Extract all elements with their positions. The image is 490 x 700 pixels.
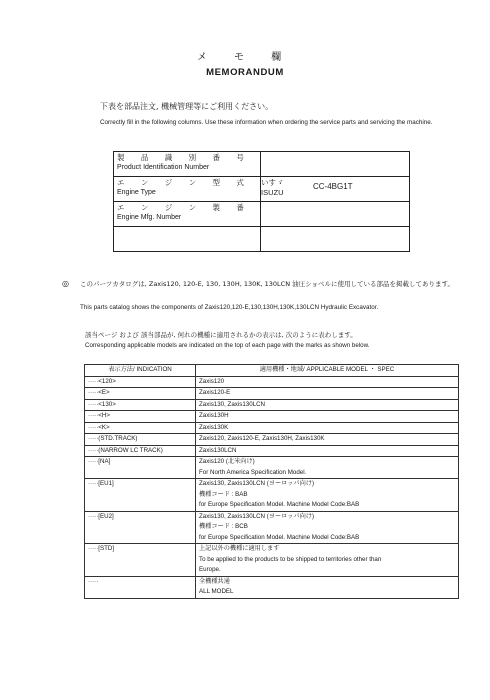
page-title: MEMORANDUM	[206, 67, 284, 78]
indication-table	[84, 364, 459, 599]
indication-header: 表示方法/ INDICATION	[85, 365, 196, 377]
applicable-model	[196, 576, 459, 598]
engine-type-label-en: Engine Type	[117, 189, 156, 196]
applicable-model: Zaxis130K	[196, 422, 459, 434]
indication-mark: ·····<130>	[85, 399, 196, 411]
indication-mark: ·····[EU1]	[85, 479, 196, 512]
table-row	[85, 576, 459, 598]
indication-mark: ·····[EU2]	[85, 511, 196, 544]
engine-type-label-jp: エ ン ジ ン 型 式	[117, 178, 251, 187]
product-id-row	[114, 152, 410, 177]
applicable-model: Zaxis130LCN	[196, 445, 459, 457]
engine-model: CC-4BG1T	[313, 182, 353, 191]
table-row	[85, 411, 459, 423]
applicable-model-header: 適用機種・地域/ APPLICABLE MODEL ・ SPEC	[196, 365, 459, 377]
model-line: 全機種共通	[199, 577, 230, 585]
indication-mark: ·····(NARROW LC TRACK)	[85, 445, 196, 457]
table-row	[85, 511, 459, 544]
engine-mfg-label	[114, 202, 261, 227]
catalog-text-jp: このパーツカタログは, Zaxis120, 120-E, 130, 130H, 130K, 130LCN 油圧ショベルに使用している部品を掲載してあります。	[80, 280, 454, 288]
indication-mark: ·····	[85, 576, 196, 598]
indication-mark: ·····<H>	[85, 411, 196, 423]
applicable-model: Zaxis120	[196, 376, 459, 388]
engine-type-label	[114, 177, 261, 202]
applicable-model: Zaxis120, Zaxis120-E, Zaxis130H, Zaxis130K	[196, 434, 459, 446]
table-row	[85, 376, 459, 388]
table-row	[85, 434, 459, 446]
indication-mark: ·····[STD]	[85, 544, 196, 577]
indication-mark: ·····<E>	[85, 388, 196, 400]
product-id-label	[114, 152, 261, 177]
indication-mark: ·····[NA]	[85, 457, 196, 479]
product-id-label-en: Product Identification Number	[117, 164, 210, 171]
corresponding-text-jp: 該当ページ および 該当部品が, 何れの機種に適用されるかの表示は, 次のように表わします。	[85, 331, 357, 339]
corresponding-text-en: Corresponding applicable models are indicated on the top of each page with the marks as shown below.	[85, 342, 370, 349]
model-line: To be applied to the products to be shipped to territories other than	[199, 555, 382, 563]
model-line: Zaxis130, Zaxis130LCN (ヨーロッパ向け)	[199, 512, 315, 520]
engine-mfg-label-jp: エ ン ジ ン 製 番	[117, 203, 251, 212]
applicable-model: Zaxis130, Zaxis130LCN	[196, 399, 459, 411]
table-row	[85, 388, 459, 400]
model-line: For North America Specification Model.	[199, 468, 307, 476]
indication-mark: ·····<120>	[85, 376, 196, 388]
engine-mfg-row	[114, 202, 410, 227]
model-line: 上記以外の機種に適用します	[199, 545, 280, 552]
model-line: 機種コード : BCB	[199, 523, 248, 530]
engine-maker-en: ISUZU	[261, 188, 284, 197]
model-line: for Europe Specification Model. Machine Model Code:BAB	[199, 501, 360, 508]
model-line: for Europe Specification Model. Machine Model Code:BAB	[199, 533, 360, 541]
applicable-model	[196, 457, 459, 479]
indication-header-row	[85, 365, 459, 377]
applicable-model: Zaxis130H	[196, 411, 459, 423]
model-line: Zaxis130, Zaxis130LCN (ヨーロッパ向け)	[199, 480, 315, 487]
applicable-model	[196, 511, 459, 544]
model-line: ALL MODEL	[199, 588, 234, 595]
model-line: 機種コード : BAB	[199, 490, 248, 498]
product-id-label-jp: 製 品 識 別 番 号	[117, 153, 251, 162]
blank-value-cell[interactable]	[261, 227, 410, 252]
table-row	[85, 479, 459, 512]
engine-mfg-value[interactable]	[261, 202, 410, 227]
engine-type-row	[114, 177, 410, 202]
engine-maker-jp: いすゞ	[261, 178, 284, 187]
blank-label-cell	[114, 227, 261, 252]
indication-mark: ·····<K>	[85, 422, 196, 434]
applicable-model	[196, 479, 459, 512]
engine-type-value[interactable]	[261, 177, 410, 202]
applicable-model	[196, 544, 459, 577]
table-row	[85, 399, 459, 411]
engine-mfg-label-en: Engine Mfg. Number	[117, 214, 182, 221]
table-row	[85, 445, 459, 457]
table-row	[85, 457, 459, 479]
model-line: Zaxis120 (北米向け)	[199, 458, 255, 465]
model-line: Europe.	[199, 566, 221, 573]
intro-text-jp: 下表を部品注文, 機械管理等にご利用ください。	[100, 102, 274, 111]
identification-table	[113, 151, 410, 252]
page-title-jp: メ モ 欄	[196, 52, 294, 63]
blank-row	[114, 227, 410, 252]
table-row	[85, 422, 459, 434]
catalog-text-en: This parts catalog shows the components of Zaxis120,120-E,130,130H,130K,130LCN Hydraulic Excavator.	[80, 304, 379, 311]
applicable-model: Zaxis120-E	[196, 388, 459, 400]
intro-text-en: Correctly fill in the following columns. Use these information when ordering the service parts and servicing the machine.	[100, 119, 433, 126]
double-circle-icon: ◎	[62, 279, 69, 288]
indication-mark: ·····(STD.TRACK)	[85, 434, 196, 446]
product-id-value[interactable]	[261, 152, 410, 177]
table-row	[85, 544, 459, 577]
